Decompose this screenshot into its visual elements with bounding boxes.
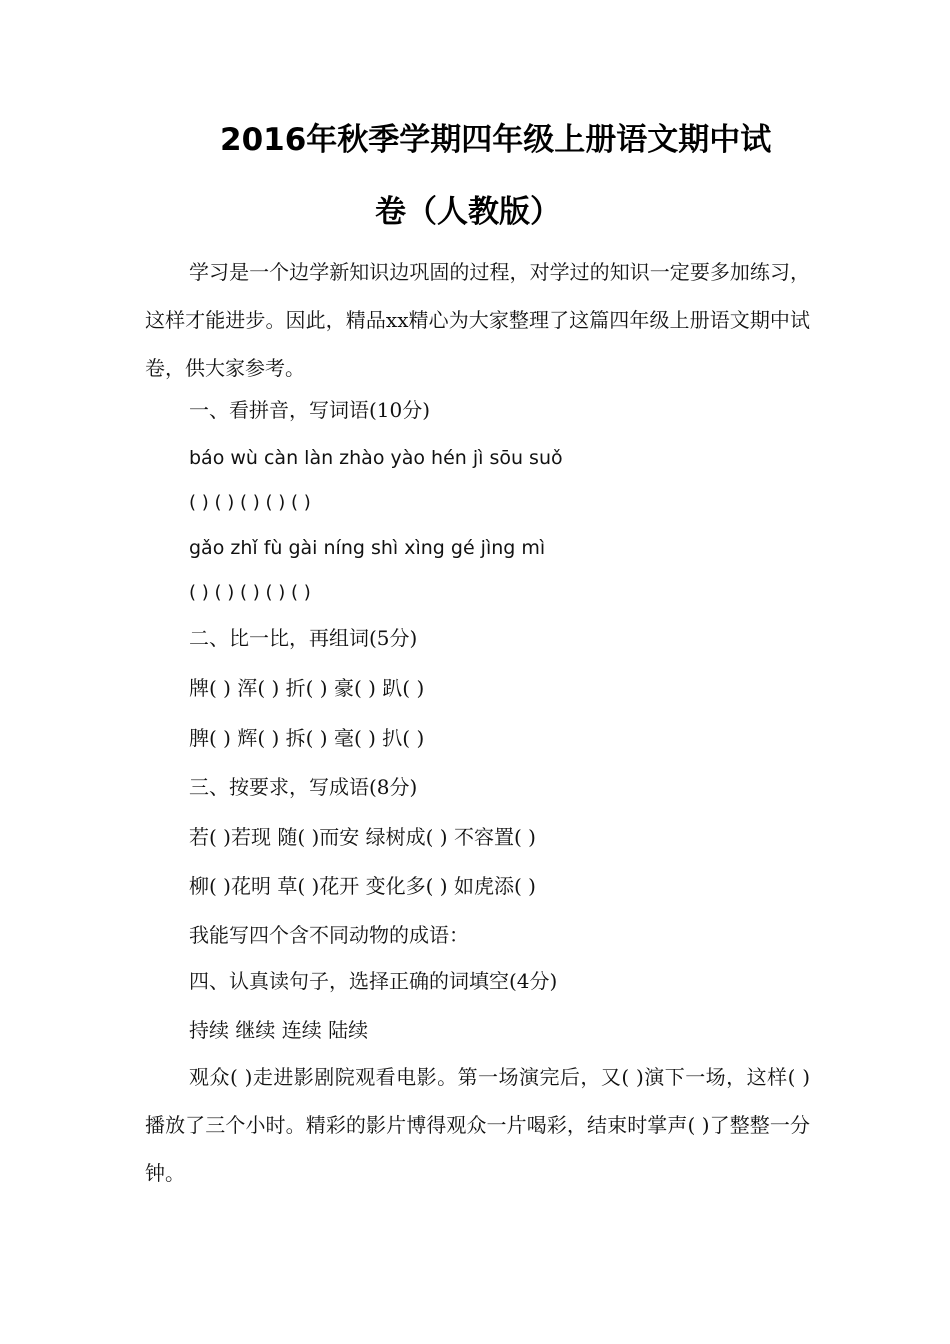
document-title-line2: 卷（人教版） xyxy=(375,194,561,230)
document-title-line1: 2016年秋季学期四年级上册语文期中试 xyxy=(220,122,772,158)
idiom-prompt: 我能写四个含不同动物的成语： xyxy=(189,923,469,947)
blank-row-2: ( ) ( ) ( ) ( ) ( ) xyxy=(189,582,311,603)
section1-heading: 一、看拼音，写词语(10分) xyxy=(189,398,431,422)
blank-row-1: ( ) ( ) ( ) ( ) ( ) xyxy=(189,492,311,513)
fill-in-passage: 观众( )走进影剧院观看电影。第一场演完后，又( )演下一场，这样( )播放了三个小时。精彩的影片博得观众一片喝彩，结束时掌声( )了整整一分钟。 xyxy=(145,1065,810,1185)
idiom-row-1: 若( )若现 随( )而安 绿树成( ) 不容置( ) xyxy=(189,825,536,849)
pinyin-row-2: gǎo zhǐ fù gài níng shì xìng gé jìng mì xyxy=(189,537,546,559)
section3-heading: 三、按要求，写成语(8分) xyxy=(189,775,418,799)
compare-row-1: 牌( ) 浑( ) 折( ) 豪( ) 趴( ) xyxy=(189,676,425,700)
section2-heading: 二、比一比，再组词(5分) xyxy=(189,626,418,650)
idiom-row-2: 柳( )花明 草( )花开 变化多( ) 如虎添( ) xyxy=(189,874,536,898)
compare-row-2: 脾( ) 辉( ) 拆( ) 毫( ) 扒( ) xyxy=(189,726,425,750)
section4-heading: 四、认真读句子，选择正确的词填空(4分) xyxy=(189,969,558,993)
intro-paragraph: 学习是一个边学新知识边巩固的过程，对学过的知识一定要多加练习，这样才能进步。因此，精品xx精心为大家整理了这篇四年级上册语文期中试卷，供大家参考。 xyxy=(145,260,810,380)
pinyin-row-1: báo wù càn làn zhào yào hén jì sōu suǒ xyxy=(189,447,563,469)
word-options: 持续 继续 连续 陆续 xyxy=(189,1018,369,1042)
